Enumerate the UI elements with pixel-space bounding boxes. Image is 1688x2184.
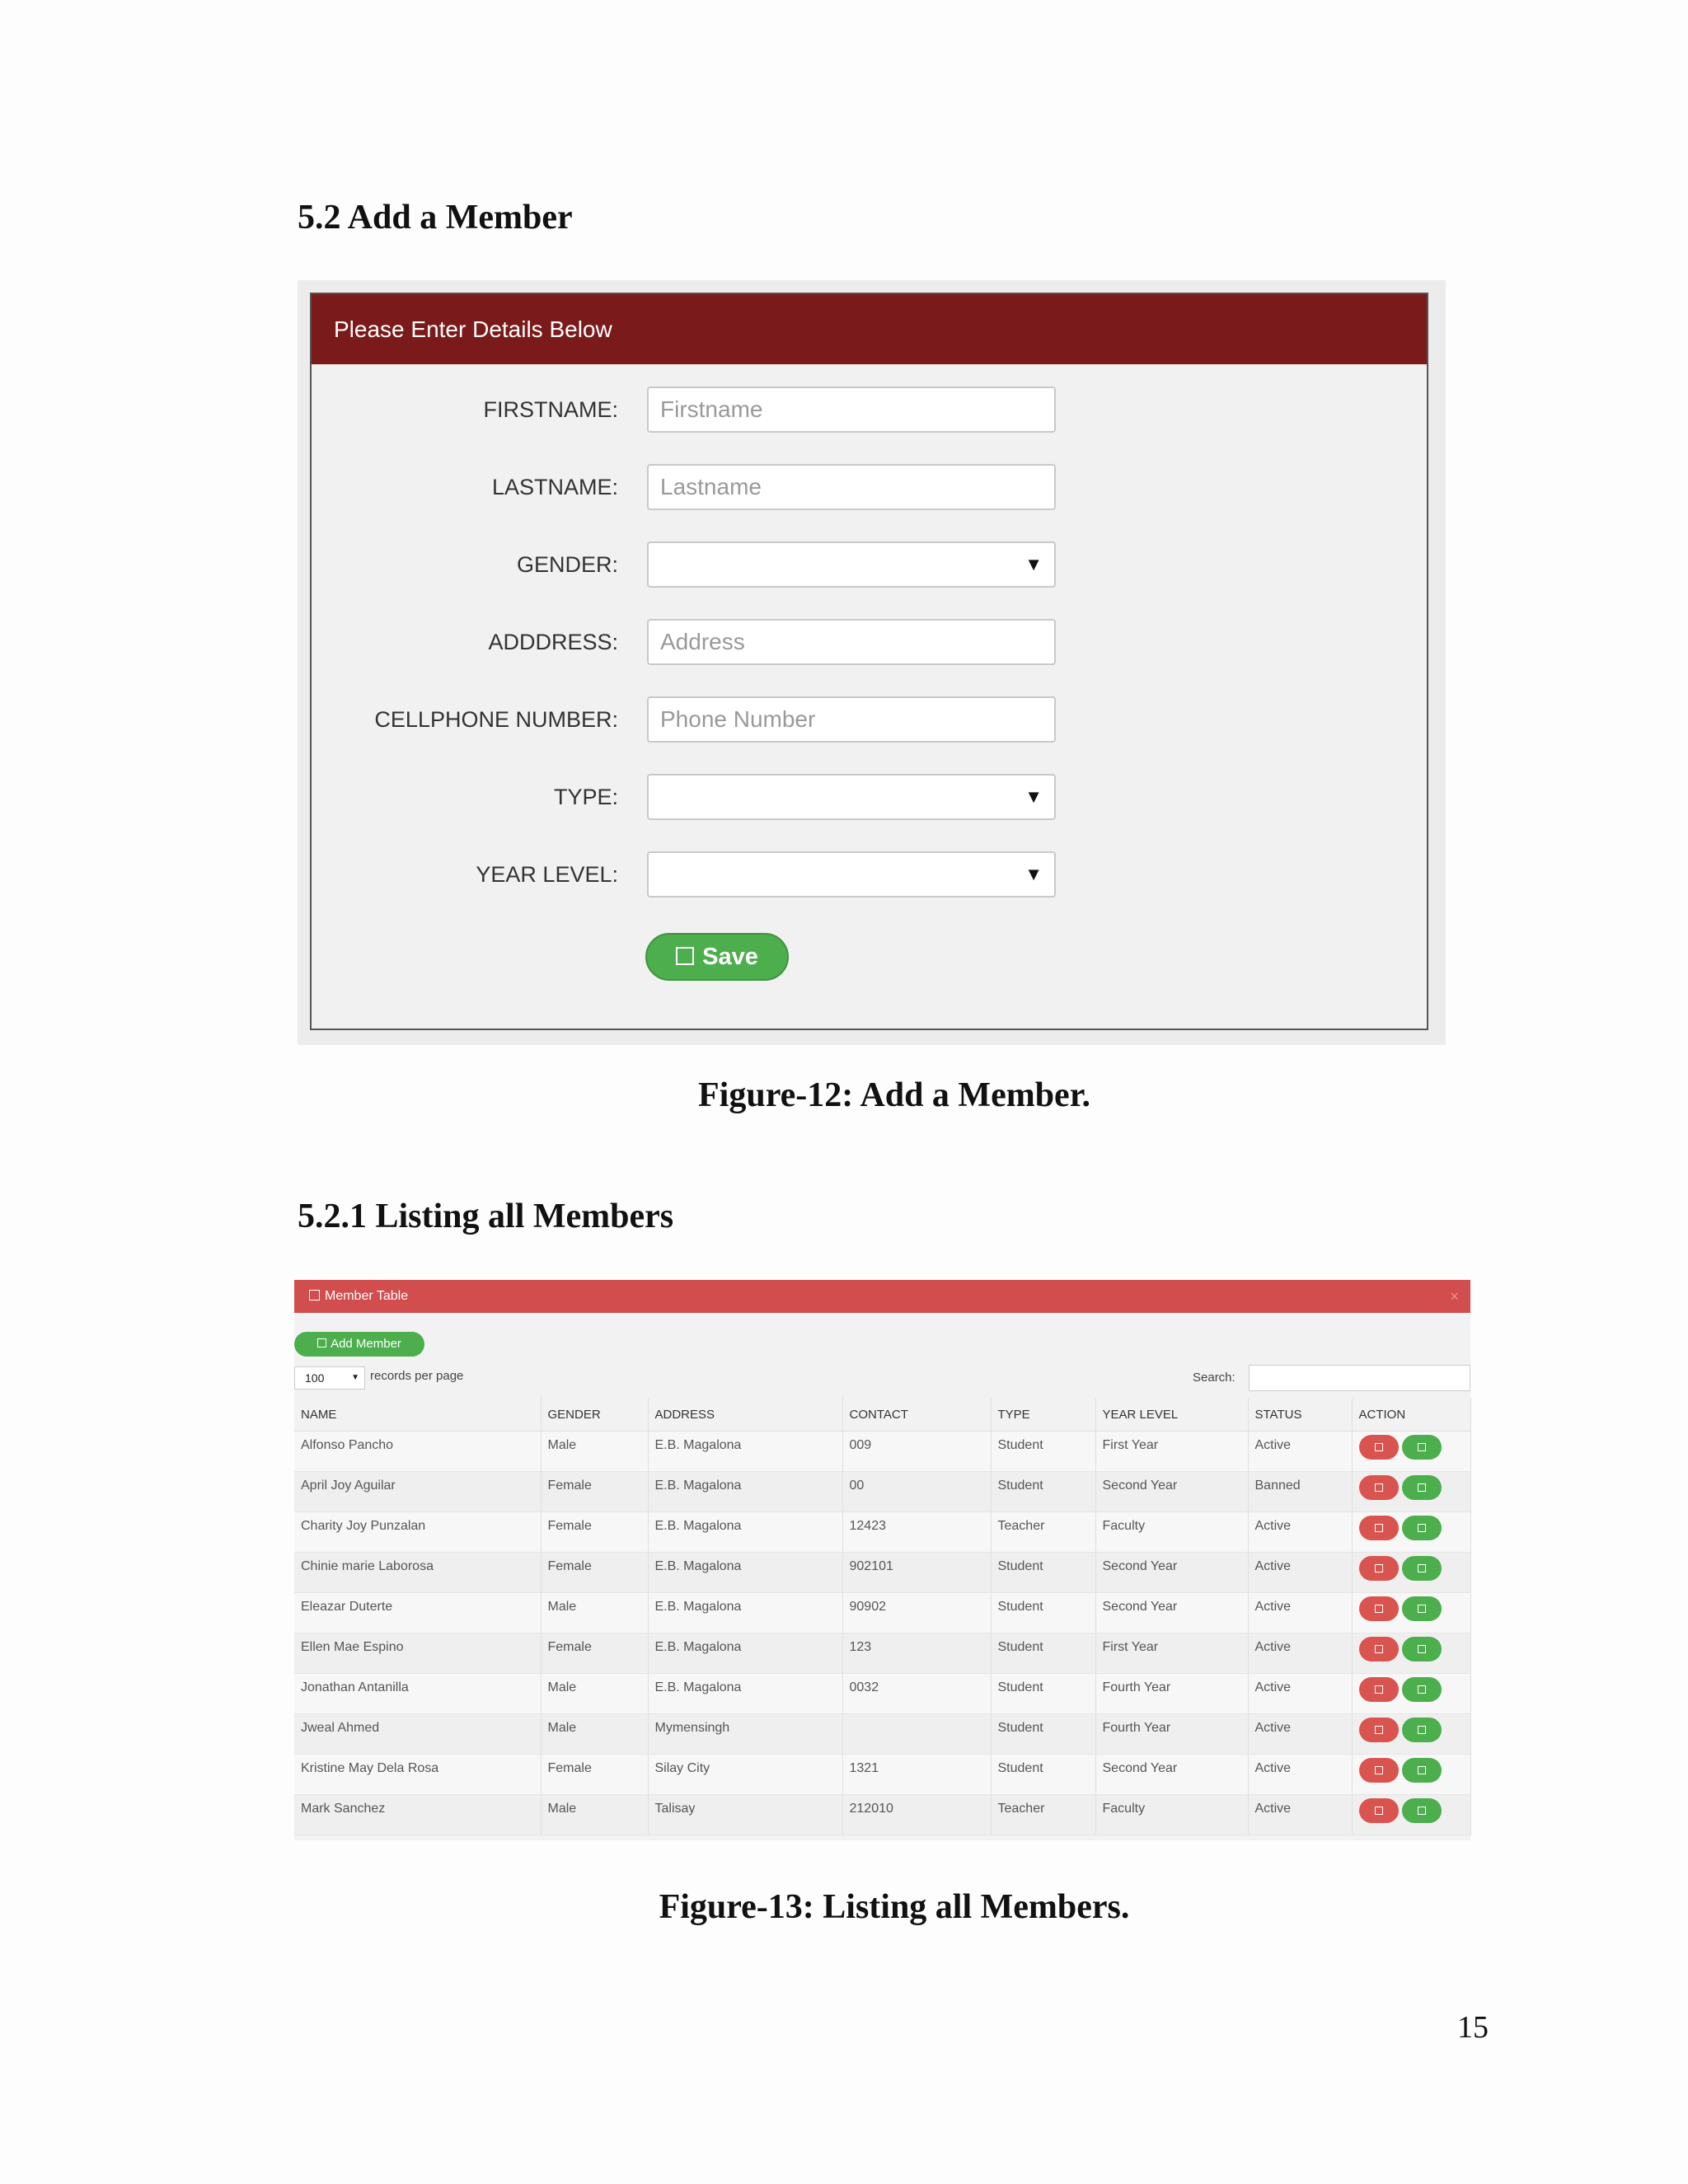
square-icon [309, 1290, 320, 1301]
edit-button[interactable] [1402, 1637, 1442, 1661]
square-icon [1418, 1807, 1426, 1815]
action-cell [1352, 1593, 1470, 1633]
table-cell: Kristine May Dela Rosa [294, 1755, 541, 1795]
table-cell: E.B. Magalona [648, 1512, 842, 1553]
table-cell: Teacher [991, 1512, 1095, 1553]
add-member-screenshot [298, 280, 1446, 1045]
form-row [312, 387, 1430, 433]
column-header[interactable]: YEAR LEVEL [1095, 1398, 1248, 1432]
table-cell: Faculty [1095, 1512, 1248, 1553]
table-cell: Male [541, 1795, 648, 1835]
table-cell: 902101 [842, 1553, 991, 1593]
table-cell: Female [541, 1633, 648, 1674]
square-icon [1375, 1524, 1383, 1532]
square-icon [1418, 1766, 1426, 1774]
table-cell: First Year [1095, 1432, 1248, 1472]
member-table-screenshot [294, 1280, 1470, 1840]
save-label: Save [702, 944, 758, 970]
table-cell: Student [991, 1714, 1095, 1755]
chevron-down-icon: ▼ [351, 1373, 359, 1382]
table-cell: Active [1248, 1432, 1352, 1472]
table-cell: April Joy Aguilar [294, 1472, 541, 1512]
chevron-down-icon: ▼ [1025, 554, 1043, 574]
square-icon [1418, 1726, 1426, 1734]
square-icon [1418, 1564, 1426, 1572]
text-field[interactable] [647, 696, 1056, 743]
table-cell: Ellen Mae Espino [294, 1633, 541, 1674]
table-cell: E.B. Magalona [648, 1553, 842, 1593]
form-row [312, 774, 1430, 820]
square-icon [1375, 1807, 1383, 1815]
table-cell: Male [541, 1593, 648, 1633]
table-cell: Male [541, 1432, 648, 1472]
table-cell: Active [1248, 1714, 1352, 1755]
form-row [312, 541, 1430, 588]
action-cell [1352, 1472, 1470, 1512]
table-cell: Active [1248, 1633, 1352, 1674]
select-field[interactable] [647, 851, 1056, 898]
square-icon [1418, 1483, 1426, 1492]
table-cell: Male [541, 1714, 648, 1755]
per-page-value: 100 [305, 1371, 325, 1385]
square-icon [1375, 1564, 1383, 1572]
table-row [294, 1755, 1470, 1795]
table-cell: Silay City [648, 1755, 842, 1795]
edit-button[interactable] [1402, 1798, 1442, 1823]
form-row [312, 619, 1430, 665]
table-cell: Second Year [1095, 1472, 1248, 1512]
table-cell: 212010 [842, 1795, 991, 1835]
table-cell: Student [991, 1633, 1095, 1674]
delete-button[interactable] [1359, 1596, 1399, 1621]
per-page-label: records per page [370, 1369, 464, 1383]
column-header[interactable]: NAME [294, 1398, 541, 1432]
table-cell: 1321 [842, 1755, 991, 1795]
chevron-down-icon: ▼ [1025, 864, 1043, 884]
edit-button[interactable] [1402, 1718, 1442, 1742]
field-label: FIRSTNAME: [483, 397, 618, 422]
delete-button[interactable] [1359, 1758, 1399, 1783]
square-icon [1375, 1443, 1383, 1451]
table-cell: Jonathan Antanilla [294, 1674, 541, 1714]
delete-button[interactable] [1359, 1516, 1399, 1540]
table-cell: Student [991, 1674, 1095, 1714]
text-field[interactable] [647, 619, 1056, 665]
square-icon [1375, 1685, 1383, 1694]
action-cell [1352, 1432, 1470, 1472]
table-cell: E.B. Magalona [648, 1432, 842, 1472]
table-cell: Mymensingh [648, 1714, 842, 1755]
table-cell: Charity Joy Punzalan [294, 1512, 541, 1553]
table-cell: Student [991, 1432, 1095, 1472]
edit-button[interactable] [1402, 1516, 1442, 1540]
table-row [294, 1593, 1470, 1633]
form-row [312, 464, 1430, 510]
form-row [312, 851, 1430, 898]
square-icon [1418, 1443, 1426, 1451]
delete-button[interactable] [1359, 1718, 1399, 1742]
square-icon [1375, 1645, 1383, 1653]
table-cell: 009 [842, 1432, 991, 1472]
square-icon [1418, 1605, 1426, 1613]
square-icon [1375, 1483, 1383, 1492]
text-field[interactable] [647, 387, 1056, 433]
action-cell [1352, 1512, 1470, 1553]
table-cell: Male [541, 1674, 648, 1714]
action-cell [1352, 1795, 1470, 1835]
table-cell: Female [541, 1755, 648, 1795]
add-member-button[interactable] [294, 1332, 424, 1357]
action-cell [1352, 1714, 1470, 1755]
table-cell: E.B. Magalona [648, 1674, 842, 1714]
table-cell: 12423 [842, 1512, 991, 1553]
table-cell: Jweal Ahmed [294, 1714, 541, 1755]
square-icon [1375, 1605, 1383, 1613]
delete-button[interactable] [1359, 1637, 1399, 1661]
placeholder-text: Firstname [660, 396, 763, 422]
page-number: 15 [1457, 2010, 1489, 2045]
table-cell: Active [1248, 1755, 1352, 1795]
select-field[interactable] [647, 774, 1056, 820]
section-heading-listing: 5.2.1 Listing all Members [298, 1197, 674, 1235]
table-cell: Second Year [1095, 1593, 1248, 1633]
table-cell: Active [1248, 1674, 1352, 1714]
table-row [294, 1512, 1470, 1553]
table-row [294, 1674, 1470, 1714]
column-header[interactable]: STATUS [1248, 1398, 1352, 1432]
table-row [294, 1795, 1470, 1835]
field-label: LASTNAME: [491, 475, 618, 499]
table-cell: 90902 [842, 1593, 991, 1633]
records-per-page-select[interactable] [294, 1366, 365, 1390]
table-row [294, 1472, 1470, 1512]
search-input[interactable] [1249, 1365, 1470, 1391]
table-cell: 0032 [842, 1674, 991, 1714]
column-header[interactable]: ACTION [1352, 1398, 1470, 1432]
placeholder-text: Lastname [660, 474, 762, 499]
edit-button[interactable] [1402, 1596, 1442, 1621]
table-cell: Active [1248, 1795, 1352, 1835]
square-icon [1418, 1645, 1426, 1653]
members-table [294, 1398, 1471, 1835]
table-cell: Female [541, 1512, 648, 1553]
action-cell [1352, 1755, 1470, 1795]
table-cell: E.B. Magalona [648, 1593, 842, 1633]
close-icon[interactable]: × [1450, 1288, 1459, 1305]
add-member-form [310, 293, 1428, 1030]
text-field[interactable] [647, 464, 1056, 510]
table-cell: Fourth Year [1095, 1674, 1248, 1714]
square-icon [317, 1338, 326, 1347]
table-cell: Eleazar Duterte [294, 1593, 541, 1633]
table-cell: E.B. Magalona [648, 1472, 842, 1512]
table-cell: Active [1248, 1512, 1352, 1553]
table-cell: Student [991, 1593, 1095, 1633]
form-header: Please Enter Details Below [312, 294, 1427, 364]
delete-button[interactable] [1359, 1475, 1399, 1500]
delete-button[interactable] [1359, 1435, 1399, 1460]
figure-13-caption: Figure-13: Listing all Members. [659, 1888, 1130, 1926]
square-icon [1418, 1524, 1426, 1532]
table-cell: Female [541, 1472, 648, 1512]
column-header[interactable]: CONTACT [842, 1398, 991, 1432]
figure-12-caption: Figure-12: Add a Member. [698, 1076, 1090, 1114]
edit-button[interactable] [1402, 1758, 1442, 1783]
action-cell [1352, 1553, 1470, 1593]
search-label: Search: [1193, 1371, 1236, 1385]
field-label: CELLPHONE NUMBER: [374, 707, 618, 732]
table-cell: 123 [842, 1633, 991, 1674]
square-icon [1375, 1766, 1383, 1774]
delete-button[interactable] [1359, 1556, 1399, 1581]
chevron-down-icon: ▼ [1025, 786, 1043, 807]
save-button[interactable] [645, 933, 789, 981]
square-icon [676, 947, 694, 965]
field-label: TYPE: [553, 785, 618, 809]
action-cell [1352, 1674, 1470, 1714]
table-cell: Active [1248, 1553, 1352, 1593]
table-cell: Banned [1248, 1472, 1352, 1512]
table-row [294, 1553, 1470, 1593]
table-cell [842, 1714, 991, 1755]
select-field[interactable] [647, 541, 1056, 588]
table-cell: E.B. Magalona [648, 1633, 842, 1674]
square-icon [1418, 1685, 1426, 1694]
table-cell: 00 [842, 1472, 991, 1512]
table-row [294, 1714, 1470, 1755]
edit-button[interactable] [1402, 1435, 1442, 1460]
field-label: GENDER: [516, 552, 618, 577]
table-cell: Fourth Year [1095, 1714, 1248, 1755]
table-cell: Second Year [1095, 1755, 1248, 1795]
delete-button[interactable] [1359, 1677, 1399, 1702]
section-heading-add-member: 5.2 Add a Member [298, 199, 573, 237]
table-cell: Faculty [1095, 1795, 1248, 1835]
table-cell: Student [991, 1553, 1095, 1593]
table-cell: Alfonso Pancho [294, 1432, 541, 1472]
table-cell: Mark Sanchez [294, 1795, 541, 1835]
table-cell: Active [1248, 1593, 1352, 1633]
field-label: YEAR LEVEL: [476, 862, 618, 887]
table-cell: First Year [1095, 1633, 1248, 1674]
field-label: ADDDRESS: [488, 630, 618, 654]
table-cell: Teacher [991, 1795, 1095, 1835]
table-cell: Student [991, 1472, 1095, 1512]
delete-button[interactable] [1359, 1798, 1399, 1823]
placeholder-text: Address [660, 629, 745, 654]
column-header[interactable]: TYPE [991, 1398, 1095, 1432]
column-header[interactable]: GENDER [541, 1398, 648, 1432]
table-cell: Talisay [648, 1795, 842, 1835]
edit-button[interactable] [1402, 1475, 1442, 1500]
table-row [294, 1633, 1470, 1674]
form-row [312, 696, 1430, 743]
edit-button[interactable] [1402, 1677, 1442, 1702]
action-cell [1352, 1633, 1470, 1674]
square-icon [1375, 1726, 1383, 1734]
add-member-label: Add Member [331, 1337, 401, 1351]
placeholder-text: Phone Number [660, 706, 816, 732]
table-cell: Second Year [1095, 1553, 1248, 1593]
table-row [294, 1432, 1470, 1472]
column-header[interactable]: ADDRESS [648, 1398, 842, 1432]
member-table-title: Member Table [325, 1289, 409, 1303]
edit-button[interactable] [1402, 1556, 1442, 1581]
table-cell: Student [991, 1755, 1095, 1795]
member-table-header [294, 1280, 1470, 1313]
table-cell: Female [541, 1553, 648, 1593]
table-cell: Chinie marie Laborosa [294, 1553, 541, 1593]
